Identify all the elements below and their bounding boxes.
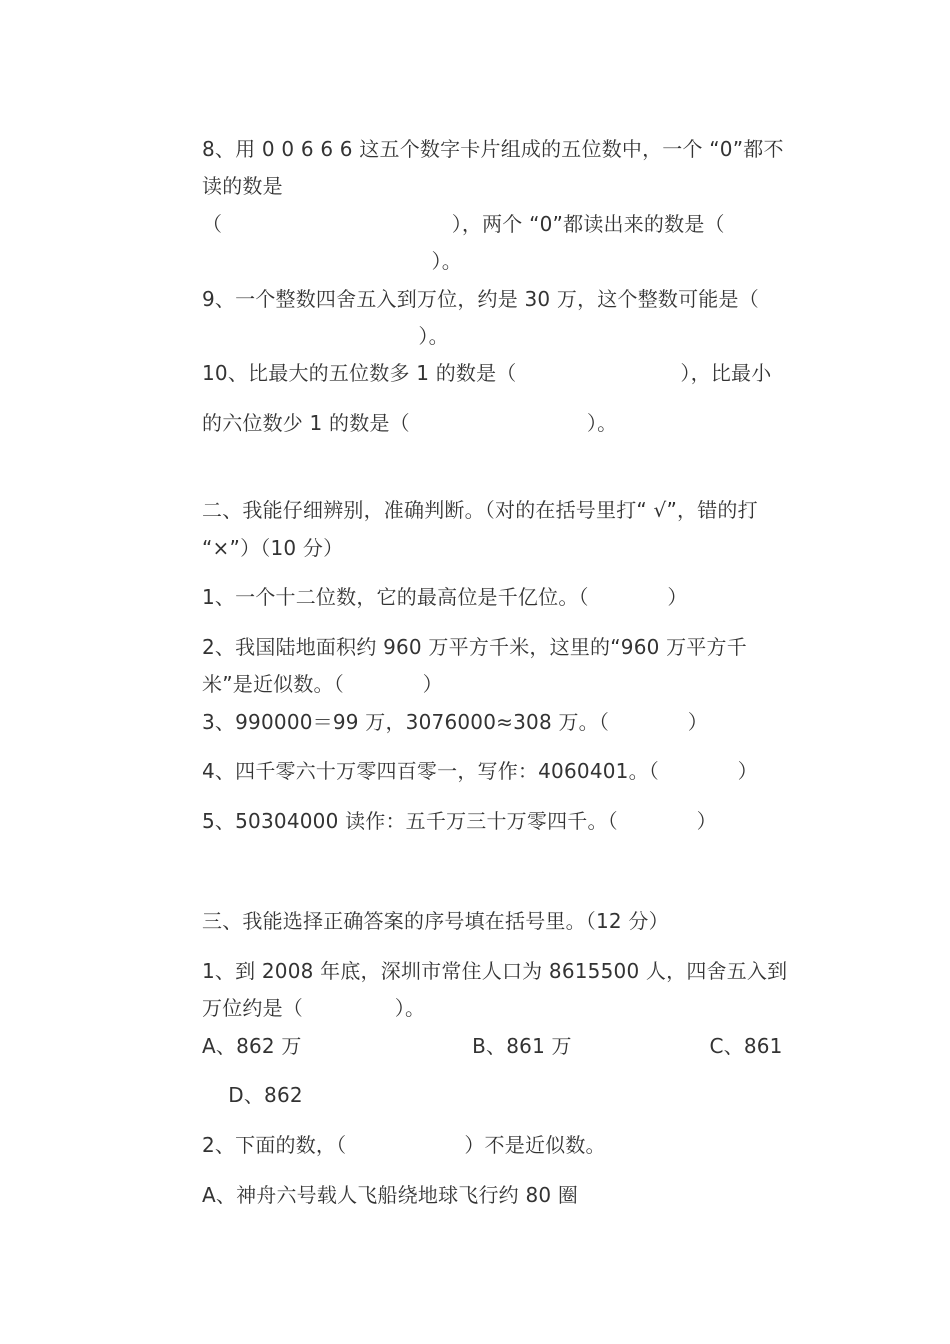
judge-q2-line-1: 2、我国陆地面积约 960 万平方千米，这里的“960 万平方千 (202, 635, 747, 659)
judge-q1: 1、一个十二位数，它的最高位是千亿位。（ ） (202, 585, 688, 609)
choice-q1-line-2: 万位约是（ ）。 (202, 996, 426, 1020)
section-2-heading-line-1: 二、我能仔细辨别，准确判断。（对的在括号里打“ √”，错的打 (202, 498, 758, 522)
q10-line-1: 10、比最大的五位数多 1 的数是（ ），比最小 (202, 361, 772, 385)
choice-q2-option-a: A、神舟六号载人飞船绕地球飞行约 80 圈 (202, 1183, 579, 1207)
section-2-heading-line-2: “×”）（10 分） (202, 536, 344, 560)
choice-q2: 2、下面的数，（ ）不是近似数。 (202, 1133, 606, 1157)
q10-line-2: 的六位数少 1 的数是（ ）。 (202, 411, 618, 435)
q9-line-2: ）。 (202, 324, 449, 348)
section-3-heading: 三、我能选择正确答案的序号填在括号里。（12 分） (202, 909, 669, 933)
q9-line-1: 9、一个整数四舍五入到万位，约是 30 万，这个整数可能是（ (202, 287, 759, 311)
judge-q3: 3、990000＝99 万，3076000≈308 万。（ ） (202, 710, 708, 734)
q8-line-4: ）。 (202, 249, 462, 273)
judge-q2-line-2: 米”是近似数。（ ） (202, 672, 443, 696)
q8-line-2: 读的数是 (202, 174, 283, 198)
q8-line-3: （ ），两个 “0”都读出来的数是（ (202, 212, 725, 236)
judge-q5: 5、50304000 读作：五千万三十万零四千。（ ） (202, 809, 717, 833)
choice-q1-line-1: 1、到 2008 年底，深圳市常住人口为 8615500 人，四舍五入到 (202, 959, 788, 983)
judge-q4: 4、四千零六十万零四百零一，写作：4060401。（ ） (202, 759, 758, 783)
choice-q1-options: A、862 万 B、861 万 C、861 (202, 1034, 783, 1058)
q8-line-1: 8、用 0 0 6 6 6 这五个数字卡片组成的五位数中，一个 “0”都不 (202, 137, 784, 161)
choice-q1-option-d: D、862 (202, 1083, 303, 1107)
